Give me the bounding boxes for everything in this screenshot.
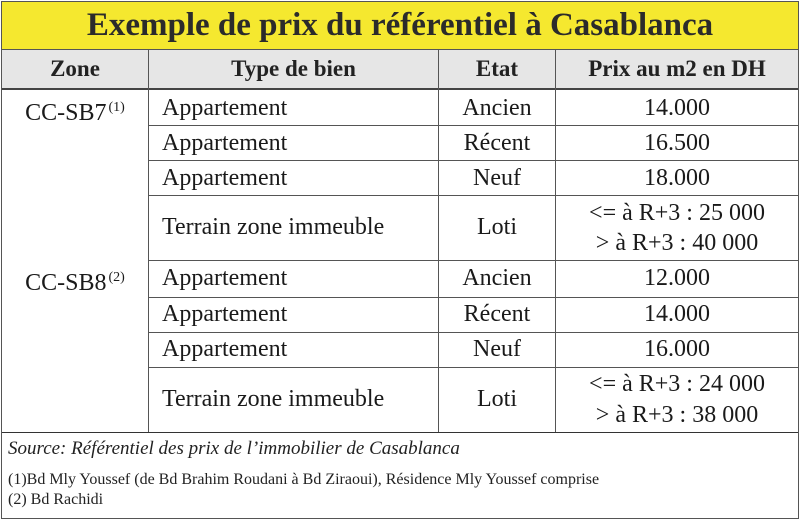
cell-type: Appartement xyxy=(162,265,288,291)
cell-prix: 14.000 xyxy=(644,95,710,121)
cell-type: Appartement xyxy=(162,336,288,362)
cell-type: Terrain zone immeuble xyxy=(162,214,385,240)
page-title: Exemple de prix du référentiel à Casablanca xyxy=(2,2,798,50)
zone-note-ref: (2) xyxy=(108,270,125,285)
grid-line xyxy=(148,50,149,432)
cell-prix: 16.500 xyxy=(644,130,710,156)
cell-prix-line-2: > à R+3 : 38 000 xyxy=(595,402,759,428)
table-bottom-border xyxy=(2,432,798,433)
cell-etat: Neuf xyxy=(473,165,521,191)
cell-etat: Neuf xyxy=(473,336,521,362)
cell-etat: Ancien xyxy=(462,265,532,291)
cell-type: Terrain zone immeuble xyxy=(162,386,385,412)
source-note: Source: Référentiel des prix de l’immobilier de Casablanca xyxy=(8,438,460,459)
table-header-row xyxy=(2,50,798,90)
column-header-type: Type de bien xyxy=(231,56,356,81)
zone-label-cc-sb7 xyxy=(2,94,148,127)
footnote-2: (2) Bd Rachidi xyxy=(8,491,104,508)
cell-type: Appartement xyxy=(162,165,288,191)
cell-etat: Loti xyxy=(477,214,517,240)
price-table-panel xyxy=(1,1,799,519)
row-divider xyxy=(148,332,798,333)
row-divider xyxy=(148,260,798,261)
row-divider xyxy=(148,195,798,196)
footnote-1: (1)Bd Mly Youssef (de Bd Brahim Roudani à Bd Ziraoui), Résidence Mly Youssef comprise xyxy=(8,471,600,488)
column-header-etat: Etat xyxy=(475,56,519,81)
row-divider xyxy=(148,367,798,368)
zone-name: CC-SB7 xyxy=(25,100,107,126)
cell-prix: 18.000 xyxy=(644,165,710,191)
cell-prix-line-2: > à R+3 : 40 000 xyxy=(595,230,759,256)
cell-prix: 12.000 xyxy=(644,265,710,291)
zone-note-ref: (1) xyxy=(108,100,125,115)
cell-prix: 16.000 xyxy=(644,336,710,362)
cell-prix-line-1: <= à R+3 : 24 000 xyxy=(589,371,765,397)
zone-name: CC-SB8 xyxy=(25,270,107,296)
cell-type: Appartement xyxy=(162,130,288,156)
row-divider xyxy=(148,125,798,126)
cell-etat: Ancien xyxy=(462,95,532,121)
cell-prix: 14.000 xyxy=(644,301,710,327)
cell-type: Appartement xyxy=(162,301,288,327)
zone-label-cc-sb8 xyxy=(2,264,148,297)
row-divider xyxy=(148,297,798,298)
cell-etat: Récent xyxy=(463,301,531,327)
cell-type: Appartement xyxy=(162,95,288,121)
cell-etat: Récent xyxy=(463,130,531,156)
column-header-zone: Zone xyxy=(50,56,100,81)
column-header-prix: Prix au m2 en DH xyxy=(588,56,766,81)
cell-etat: Loti xyxy=(477,386,517,412)
cell-prix-line-1: <= à R+3 : 25 000 xyxy=(589,200,765,226)
row-divider xyxy=(148,160,798,161)
